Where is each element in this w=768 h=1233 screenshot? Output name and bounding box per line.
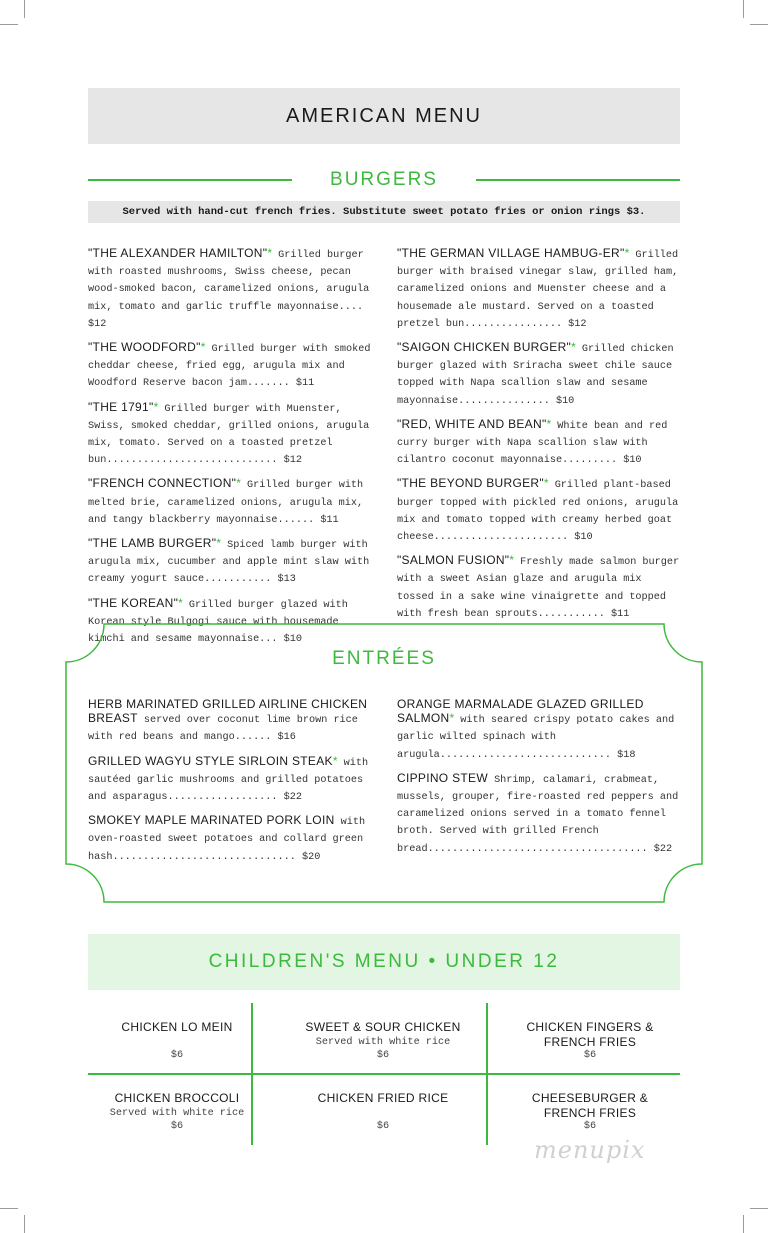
item-description: Spiced lamb burger with arugula mix, cucumber and apple mint slaw with creamy yogurt sauce........... $13 [88, 540, 370, 586]
star-marker: * [153, 399, 159, 414]
item-name: SMOKEY MAPLE MARINATED PORK LOIN [88, 813, 335, 828]
kids-item-price: $6 [376, 1121, 390, 1132]
kids-item-price: $6 [376, 1050, 390, 1061]
item-name: "THE GERMAN VILLAGE HAMBUG-ER" [397, 246, 625, 260]
item-name: "FRENCH CONNECTION" [88, 476, 237, 491]
heading-rule-left [88, 179, 292, 181]
item-name: "THE WOODFORD" [88, 340, 201, 355]
kids-item [82, 1091, 272, 1139]
crop-mark [750, 24, 768, 25]
item-name: "THE LAMB BURGER" [88, 536, 217, 551]
item-name: HERB MARINATED GRILLED AIRLINE CHICKEN BREAST [88, 697, 368, 726]
menu-item [88, 340, 372, 392]
item-name: "SALMON FUSION" [397, 553, 510, 568]
menu-item [397, 417, 681, 469]
burgers-heading [88, 168, 680, 192]
star-marker: * [216, 536, 221, 551]
kids-item [288, 1091, 478, 1139]
item-name: "THE BEYOND BURGER" [397, 476, 544, 491]
item-description: Grilled burger glazed with Korean style Bulgogi sauce with housemade kimchi and sesame mayonnaise... $10 [88, 599, 348, 646]
menu-item [88, 813, 372, 865]
item-name: "SAIGON CHICKEN BURGER" [397, 340, 572, 355]
burgers-left-column [88, 246, 372, 655]
star-marker: * [543, 476, 549, 491]
item-name: GRILLED WAGYU STYLE SIRLOIN STEAK [88, 753, 333, 768]
menu-item [88, 476, 372, 528]
kids-item-price: $6 [170, 1050, 184, 1061]
burgers-note-bar [88, 201, 680, 223]
item-name: "THE KOREAN" [88, 595, 179, 610]
item-name: ORANGE MARMALADE GLAZED GRILLED SALMON [397, 697, 644, 726]
star-marker: * [267, 246, 272, 260]
crop-mark [750, 1208, 768, 1209]
item-name: "RED, WHITE AND BEAN" [397, 416, 547, 431]
entrees-left-column [88, 697, 372, 873]
menu-item [88, 246, 372, 332]
menu-item [88, 400, 372, 469]
item-description: with sautéed garlic mushrooms and grilled potatoes and asparagus.................. $22 [88, 757, 369, 804]
kids-item-price: $6 [583, 1050, 597, 1061]
star-marker: * [546, 416, 552, 431]
kids-item [82, 1020, 272, 1068]
menu-item [397, 340, 681, 409]
kids-item-name: SWEET & SOUR CHICKEN [305, 1020, 461, 1034]
item-description: Grilled burger with braised vinegar slaw, grilled ham, caramelized onions and Muenster cheese and a housemade ale mustard. Served on a toasted pretzel bun................ $12 [397, 250, 679, 330]
item-description: Grilled burger with melted brie, caramelized onions, arugula mix, and tangy blackberry mayonnaise...... $11 [88, 480, 364, 526]
kids-item-name: CHICKEN FRIED RICE [317, 1091, 449, 1105]
menu-item [397, 553, 681, 622]
kids-item-subtitle: Served with white rice [109, 1107, 245, 1119]
item-description: served over coconut lime brown rice with red beans and mango...... $16 [88, 715, 358, 744]
star-marker: * [571, 340, 576, 355]
star-marker: * [449, 711, 455, 726]
menu-item [397, 771, 681, 857]
kids-menu-bar [88, 934, 680, 990]
kids-item-name: CHICKEN BROCCOLI [114, 1091, 240, 1105]
kids-item [495, 1091, 685, 1139]
menu-item [88, 697, 372, 746]
kids-item-name: CHICKEN FINGERS & FRENCH FRIES [526, 1020, 654, 1049]
kids-item-price: $6 [583, 1121, 597, 1132]
menu-item [397, 476, 681, 545]
menu-title-bar [88, 88, 680, 144]
burgers-note: Served with hand-cut french fries. Substitute sweet potato fries or onion rings $3. [122, 206, 646, 218]
item-name: CIPPINO STEW [397, 770, 488, 785]
item-name: "THE ALEXANDER HAMILTON" [88, 246, 268, 260]
star-marker: * [178, 595, 183, 610]
item-description: White bean and red curry burger with Napa scallion slaw with cilantro coconut mayonnaise......... $10 [397, 420, 668, 467]
burgers-right-column [397, 246, 681, 630]
item-description: Grilled burger with smoked cheddar cheese, fried egg, arugula mix and Woodford Reserve bacon jam....... $11 [88, 344, 371, 390]
burgers-heading-label: BURGERS [330, 169, 438, 190]
item-description: Grilled burger with Muenster, Swiss, smoked cheddar, grilled onions, arugula mix, tomato. Served on a toasted pretzel bun............................ $12 [88, 403, 370, 467]
item-description: with oven-roasted sweet potatoes and collard green hash.............................. $20 [88, 817, 366, 863]
item-description: Shrimp, calamari, crabmeat, mussels, grouper, fire-roasted red peppers and caramelized onions served in a tomato fennel broth. Served with grilled French bread.................................... $22 [397, 774, 679, 855]
star-marker: * [509, 553, 515, 568]
heading-rule-right [476, 179, 680, 181]
entrees-heading [88, 648, 680, 670]
crop-mark [743, 1215, 744, 1233]
item-description: Grilled plant-based burger topped with pickled red onions, arugula mix and tomato topped with creamy herbed goat cheese...................... $10 [397, 480, 679, 544]
crop-mark [0, 1208, 18, 1209]
star-marker: * [332, 753, 338, 768]
kids-item-name: CHEESEBURGER & FRENCH FRIES [531, 1091, 649, 1120]
kids-item [495, 1020, 685, 1068]
item-description: with seared crispy potato cakes and garlic wilted spinach with arugula............................ $18 [397, 715, 675, 761]
item-description: Grilled burger with roasted mushrooms, Swiss cheese, pecan wood-smoked bacon, caramelized onions, arugula mix, tomato and garlic truffle mayonnaise.... $12 [88, 250, 370, 330]
item-name: "THE 1791" [88, 399, 154, 414]
star-marker: * [624, 246, 630, 260]
star-marker: * [200, 340, 206, 355]
entrees-heading-label: ENTRÉES [332, 648, 436, 669]
kids-divider-horizontal [88, 1073, 680, 1075]
kids-item [288, 1020, 478, 1068]
menu-title: AMERICAN MENU [285, 104, 482, 127]
menu-item [88, 536, 372, 588]
menu-item [397, 246, 681, 332]
crop-mark [743, 0, 744, 18]
entrees-right-column [397, 697, 681, 865]
item-description: Freshly made salmon burger with a sweet Asian glaze and arugula mix tossed in a sake wine vinaigrette and topped with fresh bean sprouts........... $11 [397, 557, 680, 620]
watermark-logo: menupix [534, 1136, 646, 1164]
kids-item-name: CHICKEN LO MEIN [121, 1020, 233, 1034]
crop-mark [0, 24, 18, 25]
star-marker: * [236, 476, 241, 491]
menu-item [88, 754, 372, 806]
crop-mark [24, 1215, 25, 1233]
item-description: Grilled chicken burger glazed with Sriracha sweet chile sauce topped with Napa scallion slaw and sesame mayonnaise............... $10 [397, 344, 674, 407]
crop-mark [24, 0, 25, 18]
menu-item [397, 697, 681, 763]
kids-item-subtitle: Served with white rice [315, 1036, 451, 1048]
kids-menu-heading: CHILDREN'S MENU • UNDER 12 [208, 951, 560, 972]
kids-item-price: $6 [170, 1121, 184, 1132]
